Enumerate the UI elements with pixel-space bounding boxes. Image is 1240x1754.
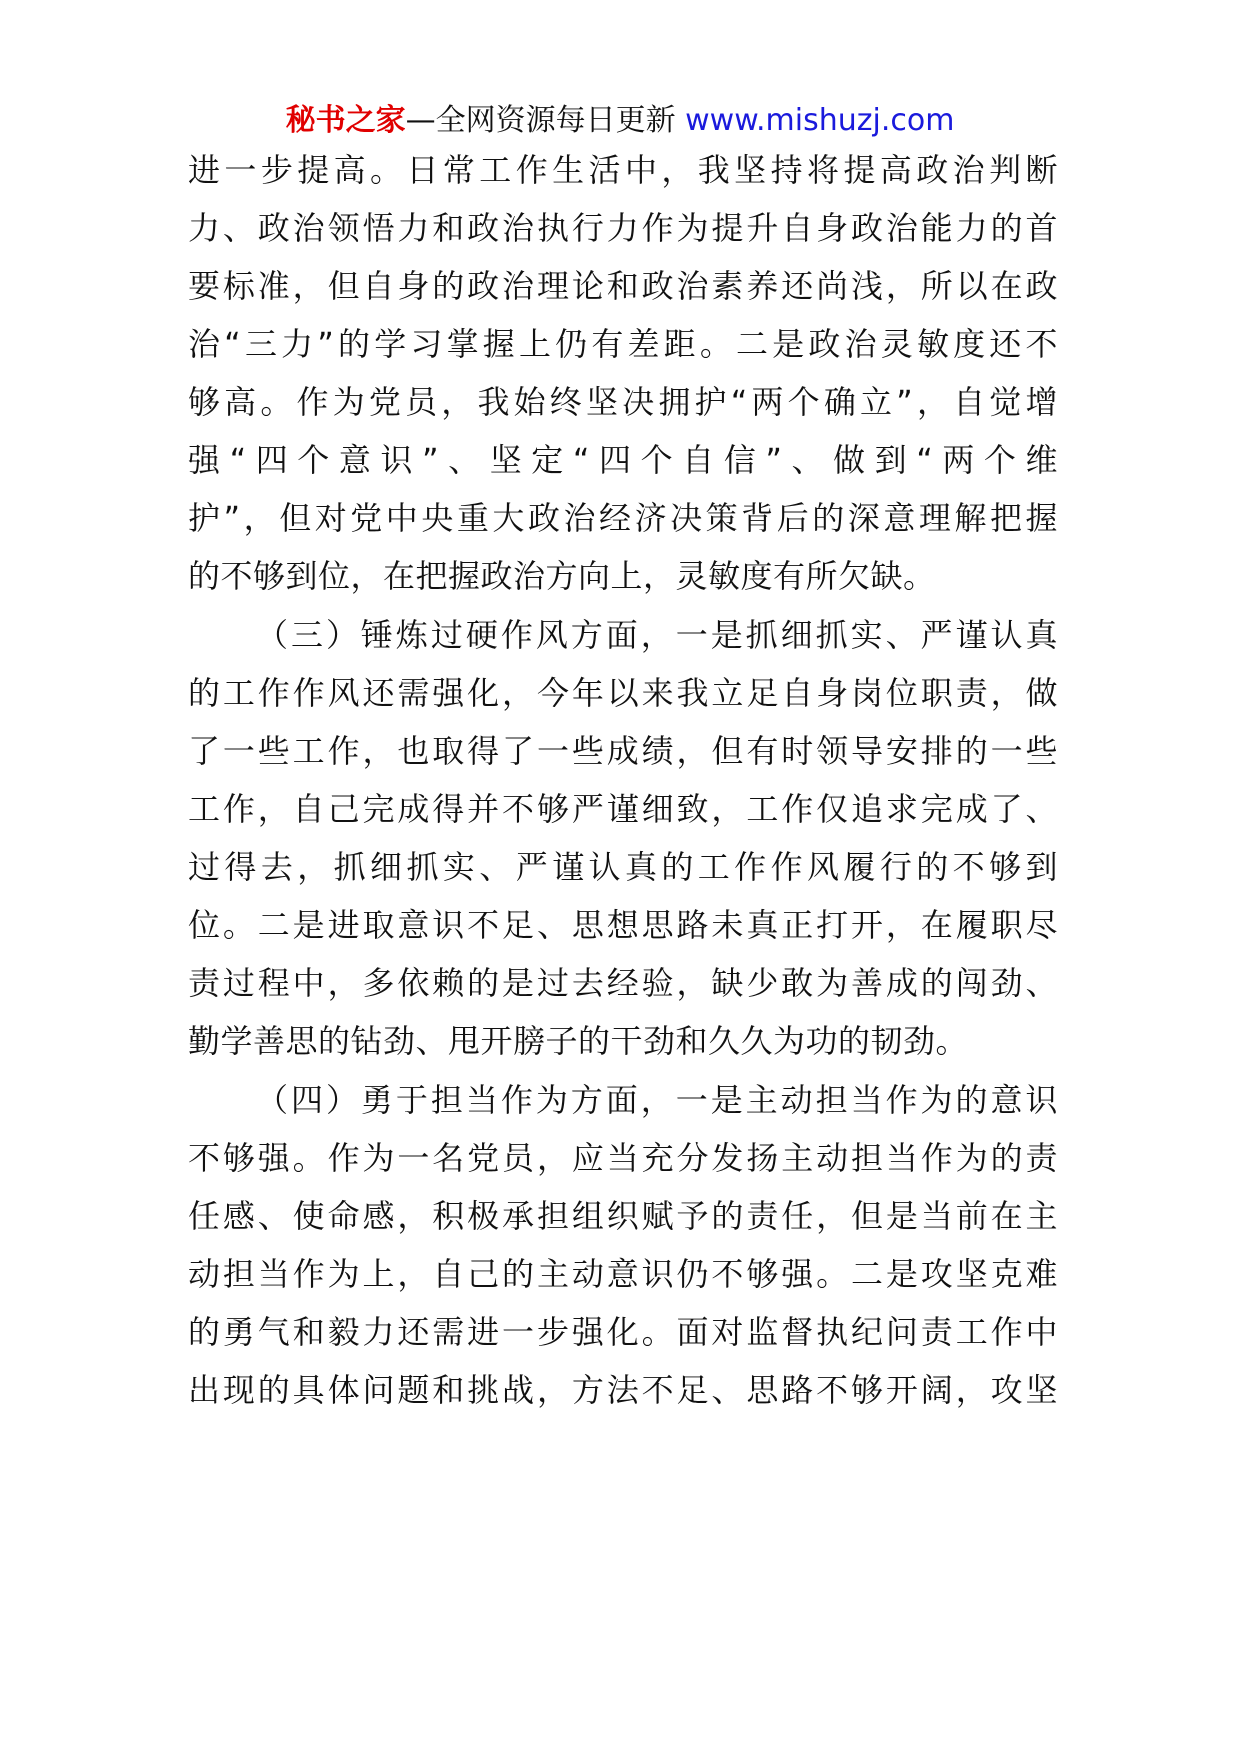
text-line: 的勇气和毅力还需进一步强化。面对监督执纪问责工作中 [188, 1313, 1058, 1351]
text-line: 了一些工作，也取得了一些成绩，但有时领导安排的一些 [188, 732, 1058, 770]
paragraph-heading-3: （三）锤炼过硬作风方面，一是抓细抓实、严谨认真 [256, 616, 1058, 654]
text-line: 的工作作风还需强化，今年以来我立足自身岗位职责，做 [188, 674, 1058, 712]
header-tagline: —全网资源每日更新 [405, 103, 676, 138]
text-line: 过得去，抓细抓实、严谨认真的工作作风履行的不够到 [188, 848, 1058, 886]
text-line: 进一步提高。日常工作生活中，我坚持将提高政治判断 [188, 151, 1058, 189]
text-line: 出现的具体问题和挑战，方法不足、思路不够开阔，攻坚 [188, 1371, 1058, 1409]
paragraph-heading-4: （四）勇于担当作为方面，一是主动担当作为的意识 [256, 1081, 1058, 1119]
text-line: 的不够到位，在把握政治方向上，灵敏度有所欠缺。 [188, 557, 936, 595]
text-line: 位。二是进取意识不足、思想思路未真正打开，在履职尽 [188, 906, 1058, 944]
header-brand: 秘书之家 [285, 103, 406, 138]
text-line: 动担当作为上，自己的主动意识仍不够强。二是攻坚克难 [188, 1255, 1058, 1293]
header-url-link[interactable]: www.mishuzj.com [685, 103, 955, 138]
text-line: 护”，但对党中央重大政治经济决策背后的深意理解把握 [188, 499, 1058, 537]
text-line: 力、政治领悟力和政治执行力作为提升自身政治能力的首 [188, 209, 1058, 247]
text-line: 要标准，但自身的政治理论和政治素养还尚浅，所以在政 [188, 267, 1058, 305]
text-line: 够高。作为党员，我始终坚决拥护“两个确立”，自觉增 [188, 383, 1058, 421]
text-line: 任感、使命感，积极承担组织赋予的责任，但是当前在主 [188, 1197, 1058, 1235]
text-line: 责过程中，多依赖的是过去经验，缺少敢为善成的闯劲、 [188, 964, 1058, 1002]
text-line: 强“四个意识”、坚定“四个自信”、做到“两个维 [188, 441, 1058, 479]
text-line: 勤学善思的钻劲、甩开膀子的干劲和久久为功的韧劲。 [188, 1022, 969, 1060]
text-line: 工作，自己完成得并不够严谨细致，工作仅追求完成了、 [188, 790, 1058, 828]
text-line: 不够强。作为一名党员，应当充分发扬主动担当作为的责 [188, 1139, 1058, 1177]
text-line: 治“三力”的学习掌握上仍有差距。二是政治灵敏度还不 [188, 325, 1058, 363]
